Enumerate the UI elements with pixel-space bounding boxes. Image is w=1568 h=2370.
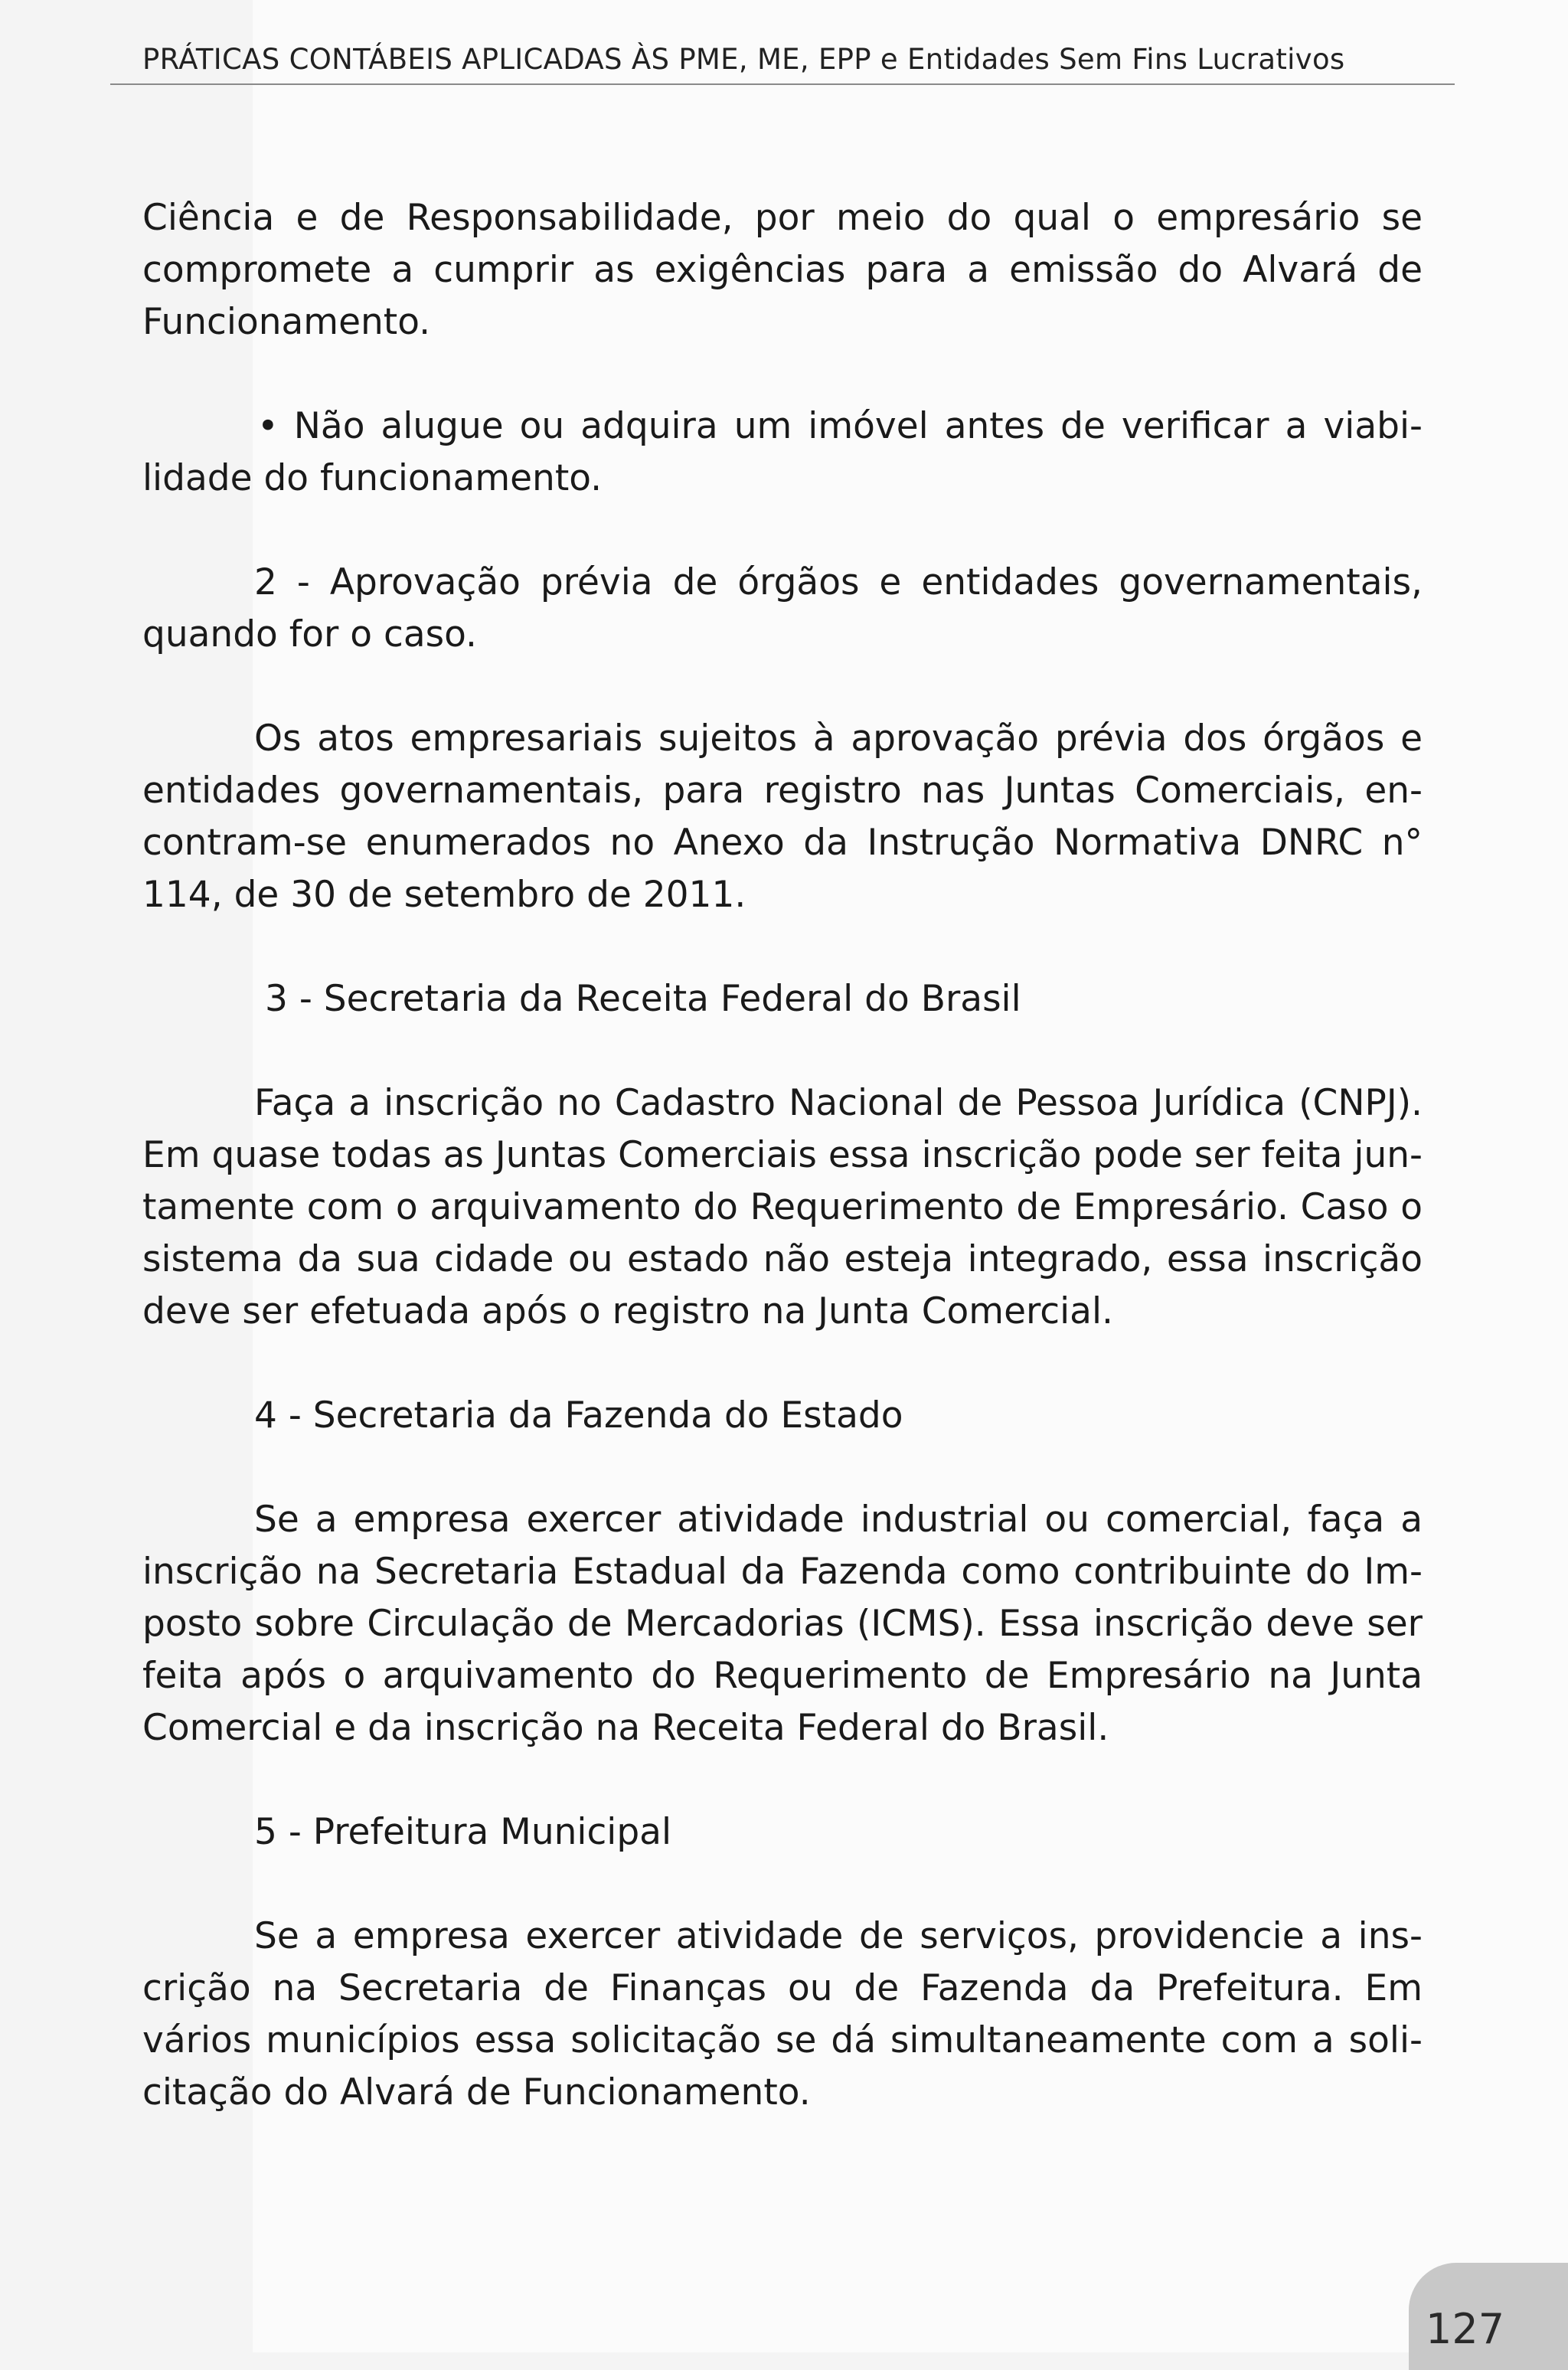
- item-3-heading: 3 - Secretaria da Receita Federal do Brasil: [265, 978, 1021, 1020]
- item-3-paragraph: Faça a inscrição no Cadastro Nacional de Pessoa Jurídica (CNPJ). Em quase todas as Juntas Comerciais essa inscrição pode ser feita juntamente com o arquivamento do Requerimento de Empresário. Caso o sistema da sua cidade ou estado não esteja integrado, essa inscrição deve ser efetuada após o registro na Junta Comercial.: [142, 1082, 1423, 1332]
- item-2-heading: 2 - Aprovação prévia de órgãos e entidades governamentais, quando for o caso.: [142, 561, 1423, 655]
- page-number: 127: [1426, 2305, 1505, 2353]
- item-4-heading: 4 - Secretaria da Fazenda do Estado: [254, 1394, 903, 1437]
- bullet-item: [142, 400, 1423, 505]
- item-5-heading: 5 - Prefeitura Municipal: [254, 1811, 672, 1853]
- continued-paragraph: Ciência e de Responsabilidade, por meio do qual o empresário se compromete a cumprir as exigências para a emissão do Alvará de Funcionamento.: [142, 197, 1423, 343]
- bullet-text: Não alugue ou adquira um imóvel antes de verificar a viabilidade do funcionamento.: [142, 405, 1423, 499]
- running-header: PRÁTICAS CONTÁBEIS APLICADAS ÀS PME, ME, EPP e Entidades Sem Fins Lucrativos: [142, 43, 1345, 76]
- item-5-paragraph: Se a empresa exercer atividade de serviços, providencie a inscrição na Secretaria de Finanças ou de Fazenda da Prefeitura. Em vários municípios essa solicitação se dá simultaneamente com a solicitação do Alvará de Funcionamento.: [142, 1915, 1423, 2113]
- item-4-paragraph: Se a empresa exercer atividade industrial ou comercial, faça a inscrição na Secretaria Estadual da Fazenda como contribuinte do Imposto sobre Circulação de Mercadorias (ICMS). Essa inscrição deve ser feita após o arquivamento do Requerimento de Empresário na Junta Comercial e da inscrição na Receita Federal do Brasil.: [142, 1499, 1423, 1749]
- body-text: [142, 192, 1423, 2171]
- header-rule: [110, 83, 1455, 85]
- item-2-paragraph: Os atos empresariais sujeitos à aprovação prévia dos órgãos e entidades governamentais, para registro nas Juntas Comerciais, encontram-se enumerados no Anexo da Instrução Normativa DNRC n° 114, de 30 de setembro de 2011.: [142, 718, 1423, 916]
- bullet-icon: •: [257, 405, 279, 447]
